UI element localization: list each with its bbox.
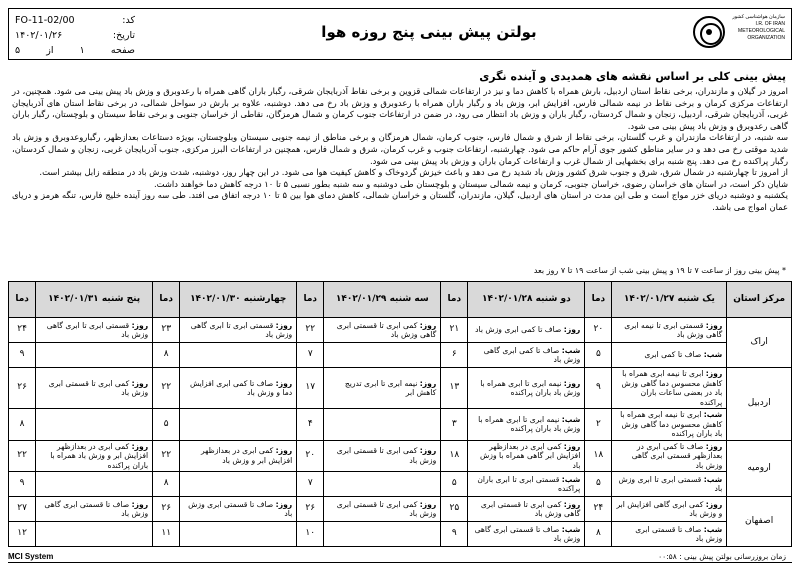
- city-cell: ارومیه: [727, 440, 792, 497]
- code-row: [15, 13, 135, 28]
- table-row-night: [9, 343, 792, 368]
- night-temperature: ۷: [297, 472, 324, 497]
- date-row: [15, 28, 135, 43]
- forecast-table-body: [9, 318, 792, 547]
- day-forecast-cell: [324, 368, 441, 409]
- night-label: شب:: [561, 474, 581, 484]
- night-forecast-cell: [180, 472, 297, 497]
- day-forecast-cell: [36, 497, 153, 522]
- day-temperature: ۲۳: [153, 318, 180, 343]
- day-forecast-cell: [36, 368, 153, 409]
- day-temperature: ۲۰: [585, 318, 612, 343]
- day-forecast-cell: [324, 440, 441, 472]
- summary-paragraph: شایان ذکر است، در استان های خراسان رضوی، خراسان جنوبی، کرمان و نیمه شمالی سیستان و بلوچستان طی دوشنبه و سه شنبه بطور نسبی ۵ تا ۱۰ درجه کاهش دما خواهند داشت.: [153, 178, 788, 189]
- table-row-day: [9, 497, 792, 522]
- day-temperature: ۲۲: [153, 368, 180, 409]
- header-temp: دما: [297, 282, 324, 318]
- day-forecast-cell: [612, 497, 727, 522]
- page-value: ۱: [79, 45, 85, 56]
- page-total: ۵: [15, 45, 21, 56]
- day-forecast-text: کمی ابری تا قسمتی ابری وزش باد: [48, 378, 149, 397]
- city-cell: اردبیل: [727, 368, 792, 441]
- day-forecast-cell: [612, 318, 727, 343]
- night-forecast-cell: [468, 472, 585, 497]
- day-label: روز:: [419, 320, 437, 330]
- day-forecast-cell: [180, 318, 297, 343]
- meteorology-logo-icon: [693, 16, 725, 48]
- night-temperature: ۹: [441, 522, 468, 547]
- day-forecast-cell: [468, 368, 585, 409]
- day-forecast-cell: [180, 368, 297, 409]
- day-label: روز:: [131, 320, 149, 330]
- page-row: [15, 43, 135, 58]
- night-temperature: ۱۱: [153, 522, 180, 547]
- date-label: تاریخ:: [112, 30, 135, 41]
- night-temperature: ۱۲: [9, 522, 36, 547]
- night-forecast-cell: [468, 409, 585, 441]
- day-temperature: ۲۲: [297, 318, 324, 343]
- night-forecast-cell: [324, 522, 441, 547]
- day-label: روز:: [275, 446, 293, 456]
- night-label: شب:: [703, 524, 723, 534]
- day-temperature: ۱۳: [441, 368, 468, 409]
- day-forecast-cell: [324, 497, 441, 522]
- day-temperature: ۲۶: [153, 497, 180, 522]
- night-label: شب:: [703, 474, 723, 484]
- table-header-row: [9, 282, 792, 318]
- header-day: چهارشنبه ۱۴۰۲/۰۱/۳۰: [180, 282, 297, 318]
- day-label: روز:: [131, 441, 149, 451]
- night-forecast-cell: [36, 522, 153, 547]
- day-forecast-text: نیمه ابری تا ابری تدریج کاهش ابر: [344, 378, 437, 397]
- day-forecast-cell: [36, 440, 153, 472]
- day-forecast-cell: [180, 440, 297, 472]
- header-city: مرکز استان: [727, 282, 792, 318]
- header-temp: دما: [585, 282, 612, 318]
- day-forecast-cell: [468, 497, 585, 522]
- day-forecast-text: قسمتی ابری تا نیمه ابری گاهی وزش باد: [624, 320, 723, 339]
- system-name: MCI System: [8, 552, 54, 561]
- city-cell: اراک: [727, 318, 792, 368]
- day-temperature: ۲۴: [9, 318, 36, 343]
- night-forecast-text: صاف تا قسمتی ابری وزش باد: [635, 524, 723, 543]
- night-temperature: ۲: [585, 409, 612, 441]
- date-value: ۱۴۰۲/۰۱/۲۶: [15, 30, 63, 41]
- page-label: صفحه: [110, 45, 135, 56]
- bulletin-title: بولتن پیش بینی پنج روزه هوا: [321, 23, 537, 41]
- forecast-period-note: * پیش بینی روز از ساعت ۷ تا ۱۹ و پیش بینی شب از ساعت ۱۹ تا ۷ روز بعد: [533, 266, 786, 275]
- night-temperature: ۸: [9, 409, 36, 441]
- day-forecast-text: کمی ابری گاهی افزایش ابر و وزش باد: [616, 499, 723, 518]
- day-forecast-text: ابری تا نیمه ابری همراه با کاهش محسوس دما گاهی وزش باد در بعضی ساعات باران پراکنده: [621, 369, 723, 407]
- night-forecast-cell: [180, 409, 297, 441]
- day-temperature: ۲۷: [9, 497, 36, 522]
- night-forecast-cell: [36, 472, 153, 497]
- day-temperature: ۲۰: [297, 440, 324, 472]
- org-name: [727, 14, 785, 42]
- header-day: دو شنبه ۱۴۰۲/۰۱/۲۸: [468, 282, 585, 318]
- day-temperature: ۱۸: [585, 440, 612, 472]
- day-temperature: ۲۲: [153, 440, 180, 472]
- header-day: سه شنبه ۱۴۰۲/۰۱/۲۹: [324, 282, 441, 318]
- night-forecast-text: قسمتی ابری تا ابری باران پراکنده: [477, 474, 581, 493]
- update-time: زمان بروزرسانی بولتن پیش بینی : ۰۰:۵۸: [658, 552, 786, 561]
- day-temperature: ۲۴: [585, 497, 612, 522]
- night-temperature: ۸: [153, 472, 180, 497]
- night-temperature: ۵: [585, 472, 612, 497]
- day-forecast-text: نیمه ابری تا ابری همراه با وزش باد باران پراکنده: [480, 378, 581, 397]
- day-label: روز:: [275, 378, 293, 388]
- header-temp: دما: [9, 282, 36, 318]
- header-temp: دما: [153, 282, 180, 318]
- night-forecast-cell: [612, 343, 727, 368]
- day-forecast-text: صاف تا کمی ابری افزایش دما و وزش باد: [190, 378, 293, 397]
- day-label: روز:: [563, 325, 581, 335]
- day-label: روز:: [563, 499, 581, 509]
- day-label: روز:: [419, 446, 437, 456]
- day-label: روز:: [419, 499, 437, 509]
- day-forecast-text: کمی ابری در بعدازظهر افزایش ابر و وزش باد همراه با باران پراکنده: [50, 441, 149, 470]
- day-forecast-text: صاف تا قسمتی ابری وزش باد: [188, 499, 293, 518]
- header-day: پنج شنبه ۱۴۰۲/۰۱/۳۱: [36, 282, 153, 318]
- day-forecast-text: صاف تا قسمتی ابری گاهی وزش باد: [44, 499, 149, 518]
- day-forecast-text: کمی ابری در بعدازظهر افزایش ابر و وزش باد: [200, 446, 293, 465]
- day-forecast-text: صاف تا کمی ابری در بعدازظهر قسمتی ابری گاهی وزش باد: [631, 441, 723, 470]
- forecast-table: [8, 281, 792, 547]
- header-day: یک شنبه ۱۴۰۲/۰۱/۲۷: [612, 282, 727, 318]
- summary-paragraph: یکشنبه و دوشنبه دریای خزر مواج است و طی این مدت در استان های اردبیل، گیلان، مازندران، گلستان و خراسان شمالی، کاهش دمای هوا بین ۵ تا ۱۰ درجه اتفاق می افتد. طی سه روز آینده خلیج فارس، تنگه هرمز و دریای عمان امواج می باشد.: [12, 190, 789, 212]
- night-label: شب:: [561, 524, 581, 534]
- day-label: روز:: [419, 378, 437, 388]
- table-row-day: [9, 440, 792, 472]
- day-label: روز:: [275, 499, 293, 509]
- night-forecast-cell: [36, 343, 153, 368]
- header-temp: دما: [441, 282, 468, 318]
- night-temperature: ۳: [441, 409, 468, 441]
- day-temperature: ۲۶: [297, 497, 324, 522]
- night-label: شب:: [703, 410, 723, 419]
- org-name-en: I.R. OF IRAN METEOROLOGICAL ORGANIZATION: [738, 21, 785, 41]
- day-temperature: ۲۶: [9, 368, 36, 409]
- day-temperature: ۲۵: [441, 497, 468, 522]
- table-row-day: [9, 368, 792, 409]
- night-temperature: ۶: [441, 343, 468, 368]
- day-temperature: ۱۸: [441, 440, 468, 472]
- day-forecast-text: کمی ابری تا قسمتی ابری وزش باد: [336, 446, 437, 465]
- day-forecast-text: کمی ابری تا قسمتی ابری گاهی وزش باد: [336, 320, 437, 339]
- day-label: روز:: [563, 378, 581, 388]
- night-forecast-cell: [180, 522, 297, 547]
- table-row-night: [9, 522, 792, 547]
- night-temperature: ۸: [585, 522, 612, 547]
- org-name-fa: سازمان هواشناسی کشور: [732, 14, 785, 20]
- night-label: شب:: [703, 350, 723, 360]
- page-of: از: [46, 45, 54, 56]
- night-forecast-text: صاف تا کمی ابری: [644, 350, 702, 360]
- night-temperature: ۹: [9, 343, 36, 368]
- summary-paragraph: امروز در گیلان و مازندران، برخی نقاط استان اردبیل، بارش همراه با کاهش دما و نیز در ارتفاعات شمالی قزوین و برخی نقاط آذربایجان شرقی، رگبار باران گاهی همراه با رعدوبرق و وزش باد پیش بینی می شود. همچنین، در ارتفاعات مرکزی کرمان و برخی نقاط در نیمه شمالی فارس، افزایش ابر، وزش باد و رگبار باران همراه با رعدوبرق و وزش باد رخ می دهد. دوشنبه، علاوه بر بارش در سواحل شمالی، در برخی نقاط استان های آذربایجان غربی، آذربایجان شرقی، اردبیل، زنجان و شمال کردستان، رگبار باران و وزش باد انتظار می رود، در ضمن در ارتفاعات جنوب کرمان و شمال هرمزگان، نقاطی از خراسان جنوبی و برخی نقاط سیستان و بلوچستان، رگبار باران گاهی رعدوبرق و وزش باد پیش بینی می شود.: [12, 86, 788, 131]
- day-label: روز:: [275, 320, 293, 330]
- summary-text: [12, 86, 788, 214]
- day-label: روز:: [705, 499, 723, 509]
- night-forecast-cell: [612, 409, 727, 441]
- night-forecast-text: قسمتی ابری تا ابری وزش باد: [618, 474, 723, 493]
- night-temperature: ۹: [9, 472, 36, 497]
- day-label: روز:: [705, 369, 723, 378]
- footer-divider: [8, 562, 792, 563]
- night-temperature: ۴: [297, 409, 324, 441]
- bulletin-header: [8, 8, 792, 60]
- night-forecast-cell: [36, 409, 153, 441]
- table-row-night: [9, 472, 792, 497]
- day-forecast-cell: [36, 318, 153, 343]
- day-forecast-text: صاف تا کمی ابری وزش باد: [475, 325, 562, 335]
- day-temperature: ۲۱: [441, 318, 468, 343]
- day-forecast-text: قسمتی ابری تا ابری گاهی وزش باد: [190, 320, 293, 339]
- summary-paragraph: از امروز تا چهارشنبه در شمال شرق، شرق و جنوب شرق کشور وزش باد شدید رخ می دهد و باعث خیزش گردوخاک و کاهش کیفیت هوا می شود. در این چهار روز، دوشنبه، شدت وزش باد در منطقه زابل بیشتر است.: [39, 167, 788, 178]
- day-forecast-text: قسمتی ابری تا ابری گاهی وزش باد: [46, 320, 149, 339]
- night-temperature: ۵: [585, 343, 612, 368]
- city-cell: اصفهان: [727, 497, 792, 547]
- night-forecast-text: ابری تا نیمه ابری همراه با کاهش محسوس دما گاهی وزش باد باران پراکنده: [620, 410, 723, 438]
- night-temperature: ۵: [153, 409, 180, 441]
- night-temperature: ۷: [297, 343, 324, 368]
- day-label: روز:: [705, 320, 723, 330]
- summary-title: پیش بینی کلی بر اساس نقشه های همدیدی و آینده نگری: [479, 70, 786, 83]
- day-temperature: ۹: [585, 368, 612, 409]
- code-value: FO-11-02/00: [15, 15, 75, 26]
- day-forecast-text: کمی ابری تا قسمتی ابری گاهی وزش باد: [480, 499, 581, 518]
- night-label: شب:: [561, 414, 581, 424]
- summary-paragraph: سه شنبه، در ارتفاعات مازندران و غرب گلستان، برخی نقاط از شرق و شمال فارس، جنوب کرمان، شمال هرمزگان و برخی مناطق از نیمه جنوبی سیستان وبلوچستان، بویژه دستاعات بعدازظهر، رگباروعدوبرق و وزش باد شدید موقتی رخ می دهد و در سایر مناطق کشور جوی آرام حاکم می شود. چهارشنبه، ارتفاعات جنوب و غرب کرمان، شرق و شمال فارس، همچنین در ارتفاعات البرز مرکزی، جنوب آذربایجان غربی، زنجان و شمال کردستان، رگبار پراکنده رخ می دهد. پنج شنبه برای بخشهایی از شمال غرب و ارتفاعات کرمان باران و وزش باد پیش بینی می شود.: [12, 132, 788, 166]
- code-label: کد:: [122, 15, 135, 26]
- night-forecast-text: نیمه ابری تا ابری همراه با وزش باد باران پراکنده: [478, 414, 581, 434]
- night-forecast-cell: [468, 343, 585, 368]
- night-temperature: ۱۰: [297, 522, 324, 547]
- day-label: روز:: [131, 499, 149, 509]
- table-row-day: [9, 318, 792, 343]
- day-forecast-cell: [324, 318, 441, 343]
- day-forecast-cell: [468, 318, 585, 343]
- night-forecast-cell: [324, 472, 441, 497]
- day-temperature: ۲۲: [9, 440, 36, 472]
- night-temperature: ۵: [441, 472, 468, 497]
- night-forecast-cell: [468, 522, 585, 547]
- day-forecast-text: کمی ابری تا قسمتی ابری وزش باد: [336, 499, 437, 518]
- day-temperature: ۱۷: [297, 368, 324, 409]
- day-label: روز:: [705, 441, 723, 451]
- day-label: روز:: [131, 378, 149, 388]
- day-forecast-cell: [180, 497, 297, 522]
- night-forecast-text: صاف تا قسمتی ابری گاهی وزش باد: [474, 524, 581, 543]
- day-forecast-cell: [612, 440, 727, 472]
- org-logo: [687, 12, 787, 56]
- night-forecast-cell: [324, 409, 441, 441]
- day-forecast-cell: [468, 440, 585, 472]
- night-forecast-text: صاف تا کمی ابری گاهی وزش باد: [483, 345, 581, 364]
- night-forecast-cell: [324, 343, 441, 368]
- table-row-night: [9, 409, 792, 441]
- day-forecast-text: کمی ابری در بعدازظهر افزایش ابر گاهی همراه با وزش باد: [480, 441, 581, 470]
- night-forecast-cell: [612, 472, 727, 497]
- day-label: روز:: [563, 441, 581, 451]
- night-label: شب:: [561, 345, 581, 355]
- day-forecast-cell: [612, 368, 727, 409]
- document-info: [15, 13, 135, 58]
- night-forecast-cell: [180, 343, 297, 368]
- night-temperature: ۸: [153, 343, 180, 368]
- night-forecast-cell: [612, 522, 727, 547]
